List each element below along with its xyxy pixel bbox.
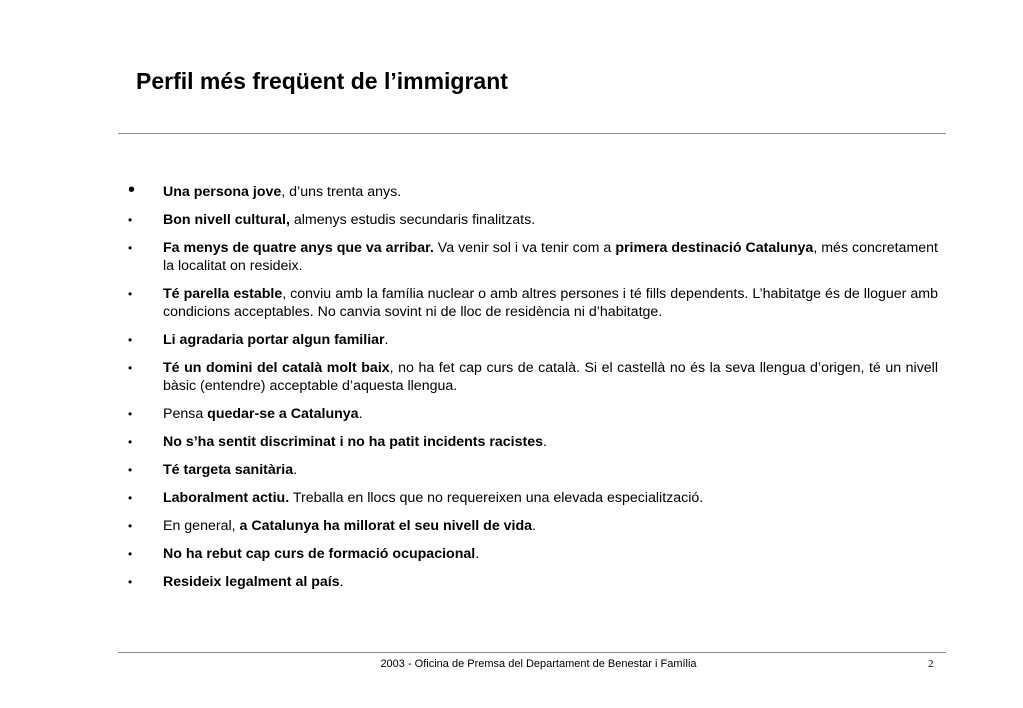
bullet-item (118, 433, 938, 451)
bullet-dot-icon: • (128, 179, 136, 201)
bullet-item (118, 489, 938, 507)
bullet-text: , no ha fet cap curs de català. Si el castellà no és la seva llengua d’origen, té un nivell bàsic (entendre) acceptable d’aquesta llengua. (163, 360, 938, 394)
bullet-item (118, 517, 938, 535)
bullet-bold-text: Bon nivell cultural, (163, 212, 290, 228)
bullet-text: , conviu amb la família nuclear o amb altres persones i té fills dependents. L’habitatge és de lloguer amb condicions acceptables. No canvia sovint ni de lloc de residència ni d’habitatge. (163, 286, 939, 320)
bullet-text: . (543, 434, 547, 450)
bullet-bold-text: No s’ha sentit discriminat i no ha patit incidents racistes (163, 434, 544, 450)
bullet-bold-text: a Catalunya ha millorat el seu nivell de vida (239, 518, 533, 534)
bullet-text: . (358, 406, 363, 422)
title-divider (118, 133, 946, 134)
bullet-text: Pensa (163, 406, 208, 422)
bullet-bold-text: Li agradaria portar algun familiar (163, 332, 385, 348)
bullet-dot-icon: • (128, 287, 133, 301)
bullet-dot-icon: • (128, 213, 133, 227)
bullet-text: . (384, 332, 389, 348)
bullet-dot-icon: • (128, 463, 133, 477)
bullet-list (118, 179, 939, 601)
bullet-bold-text: primera destinació Catalunya (615, 240, 814, 256)
bullet-text: . (293, 462, 298, 478)
footer-divider (118, 652, 946, 653)
bullet-text: . (475, 546, 480, 562)
page-title: Perfil més freqüent de l’immigrant (136, 68, 508, 94)
bullet-dot-icon: • (128, 435, 133, 449)
bullet-dot-icon: • (128, 491, 133, 505)
bullet-dot-icon: • (128, 361, 133, 375)
footer-text: 2003 - Oficina de Premsa del Departament de Benestar i Família (380, 658, 697, 670)
bullet-dot-icon: • (128, 519, 133, 533)
bullet-bold-text: Té parella estable (163, 286, 283, 302)
bullet-item (118, 359, 938, 395)
bullet-dot-icon: • (128, 333, 133, 347)
bullet-item (118, 179, 938, 201)
bullet-item (118, 573, 938, 591)
bullet-bold-text: quedar-se a Catalunya (207, 406, 359, 422)
bullet-dot-icon: • (128, 407, 133, 421)
bullet-text: , d’uns trenta anys. (281, 184, 402, 200)
bullet-dot-icon: • (128, 575, 133, 589)
bullet-dot-icon: • (128, 241, 133, 255)
bullet-bold-text: Té targeta sanitària (163, 462, 294, 478)
bullet-text: . (339, 574, 344, 590)
bullet-bold-text: Fa menys de quatre anys que va arribar. (163, 240, 434, 256)
bullet-item (118, 239, 938, 275)
bullet-bold-text: No ha rebut cap curs de formació ocupacional (163, 546, 476, 562)
bullet-item (118, 461, 938, 479)
bullet-item (118, 211, 938, 229)
bullet-text: , més concretament la localitat on resideix. (163, 240, 938, 274)
bullet-bold-text: Una persona jove (163, 184, 282, 200)
bullet-item (118, 331, 938, 349)
bullet-bold-text: Té un domini del català molt baix (163, 360, 390, 376)
bullet-text: En general, (163, 518, 240, 534)
bullet-text: Va venir sol i va tenir com a (433, 240, 616, 256)
bullet-text: Treballa en llocs que no requereixen una elevada especialització. (289, 490, 704, 506)
bullet-bold-text: Resideix legalment al país (163, 574, 340, 590)
bullet-item (118, 545, 938, 563)
bullet-text: almenys estudis secundaris finalitzats. (289, 212, 536, 228)
bullet-item (118, 285, 938, 321)
bullet-dot-icon: • (128, 547, 133, 561)
bullet-bold-text: Laboralment actiu. (163, 490, 290, 506)
bullet-text: . (532, 518, 536, 534)
page-number: 2 (928, 658, 934, 670)
bullet-item (118, 405, 938, 423)
